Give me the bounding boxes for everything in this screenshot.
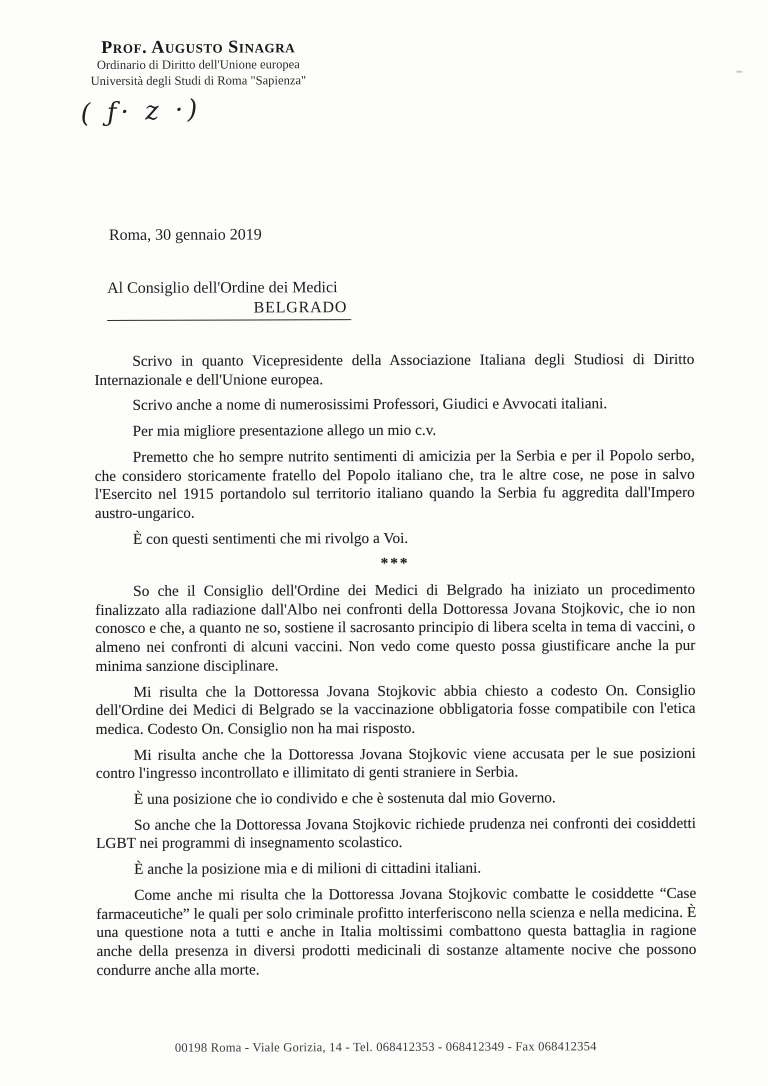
- recipient-block: [107, 278, 351, 321]
- letter-paragraph: So anche che la Dottoressa Jovana Stojkovic richiede prudenza nei confronti dei cosiddetti LGBT nei programmi di insegnamento scolastico.: [96, 814, 697, 853]
- letter-paragraph: Scrivo in quanto Vicepresidente della Associazione Italiana degli Studiosi di Diritto Internazionale e dell'Unione europea.: [94, 350, 695, 389]
- letter-body: [94, 351, 696, 987]
- letter-paragraph: È anche la posizione mia e di milioni di cittadini italiani.: [134, 859, 482, 879]
- letter-paragraph: È con questi sentimenti che mi rivolgo a Voi.: [132, 529, 409, 548]
- recipient-city: BELGRADO: [107, 298, 351, 321]
- handwritten-annotation: ( ƒ· z ·): [79, 94, 202, 130]
- letter-paragraph: Per mia migliore presentazione allego un mio c.v.: [132, 421, 437, 440]
- footer-address: 00198 Roma - Viale Gorizia, 14 - Tel. 068412353 - 068412349 - Fax 068412354: [174, 1039, 597, 1055]
- date-line: Roma, 30 gennaio 2019: [108, 226, 262, 244]
- letter-paragraph: È una posizione che io condivido e che è sostenuta dal mio Governo.: [133, 789, 556, 808]
- letter-paragraph: So che il Consiglio dell'Ordine dei Medici di Belgrado ha iniziato un procedimento finalizzato alla radiazione dall'Albo nei confronti della Dottoressa Jovana Stojkovic, che io non conosco e che, a quanto ne so, sostiene il sacrosanto principio di libera scelta in tema di vaccini, o almeno nei confronti di alcuni vaccini. Non vedo come questo possa giustificare anche la pur minima sanzione disciplinare.: [95, 580, 696, 675]
- letter-paragraph: Mi risulta anche che la Dottoressa Jovana Stojkovic viene accusata per le sue posizioni contro l'ingresso incontrollato e illimitato di genti straniere in Serbia.: [95, 744, 696, 783]
- section-separator: ***: [380, 555, 410, 573]
- letterhead-name: Prof. Augusto Sinagra: [101, 36, 296, 57]
- letter-paragraph: Mi risulta che la Dottoressa Jovana Stojkovic abbia chiesto a codesto On. Consiglio dell'Ordine dei Medici di Belgrado se la vaccinazione obbligatoria fosse compatibile con l'etica medica. Codesto On. Consiglio non ha mai risposto.: [95, 681, 696, 738]
- letterhead: [78, 36, 318, 89]
- recipient-line: Al Consiglio dell'Ordine dei Medici: [107, 279, 338, 297]
- scan-artifact: [736, 71, 742, 73]
- letter-paragraph: Premetto che ho sempre nutrito sentimenti di amicizia per la Serbia e per il Popolo serbo, che considero storicamente fratello del Popolo italiano che, tra le altre cose, ne pose in salvo l'Esercito nel 1915 portandolo sul territorio italiano quando la Serbia fu aggredita dall'Impero austro-ungarico.: [94, 446, 695, 522]
- letter-paragraph: Come anche mi risulta che la Dottoressa Jovana Stojkovic combatte le cosiddette “Case farmaceutiche” le quali per solo criminale profitto interferiscono nella scienza e nella medicina. È una questione nota a tutti e anche in Italia moltissimi combattono questa battaglia in ragione anche della presenza in diversi prodotti medicinali di sostanze altamente nocive che possono condurre anche alla morte.: [96, 884, 697, 979]
- letter-paragraph: Scrivo anche a nome di numerosissimi Professori, Giudici e Avvocati italiani.: [132, 395, 608, 415]
- letterhead-title-line1: Ordinario di Diritto dell'Unione europea: [96, 57, 300, 72]
- letterhead-title-line2: Università degli Studi di Roma "Sapienza": [90, 72, 307, 88]
